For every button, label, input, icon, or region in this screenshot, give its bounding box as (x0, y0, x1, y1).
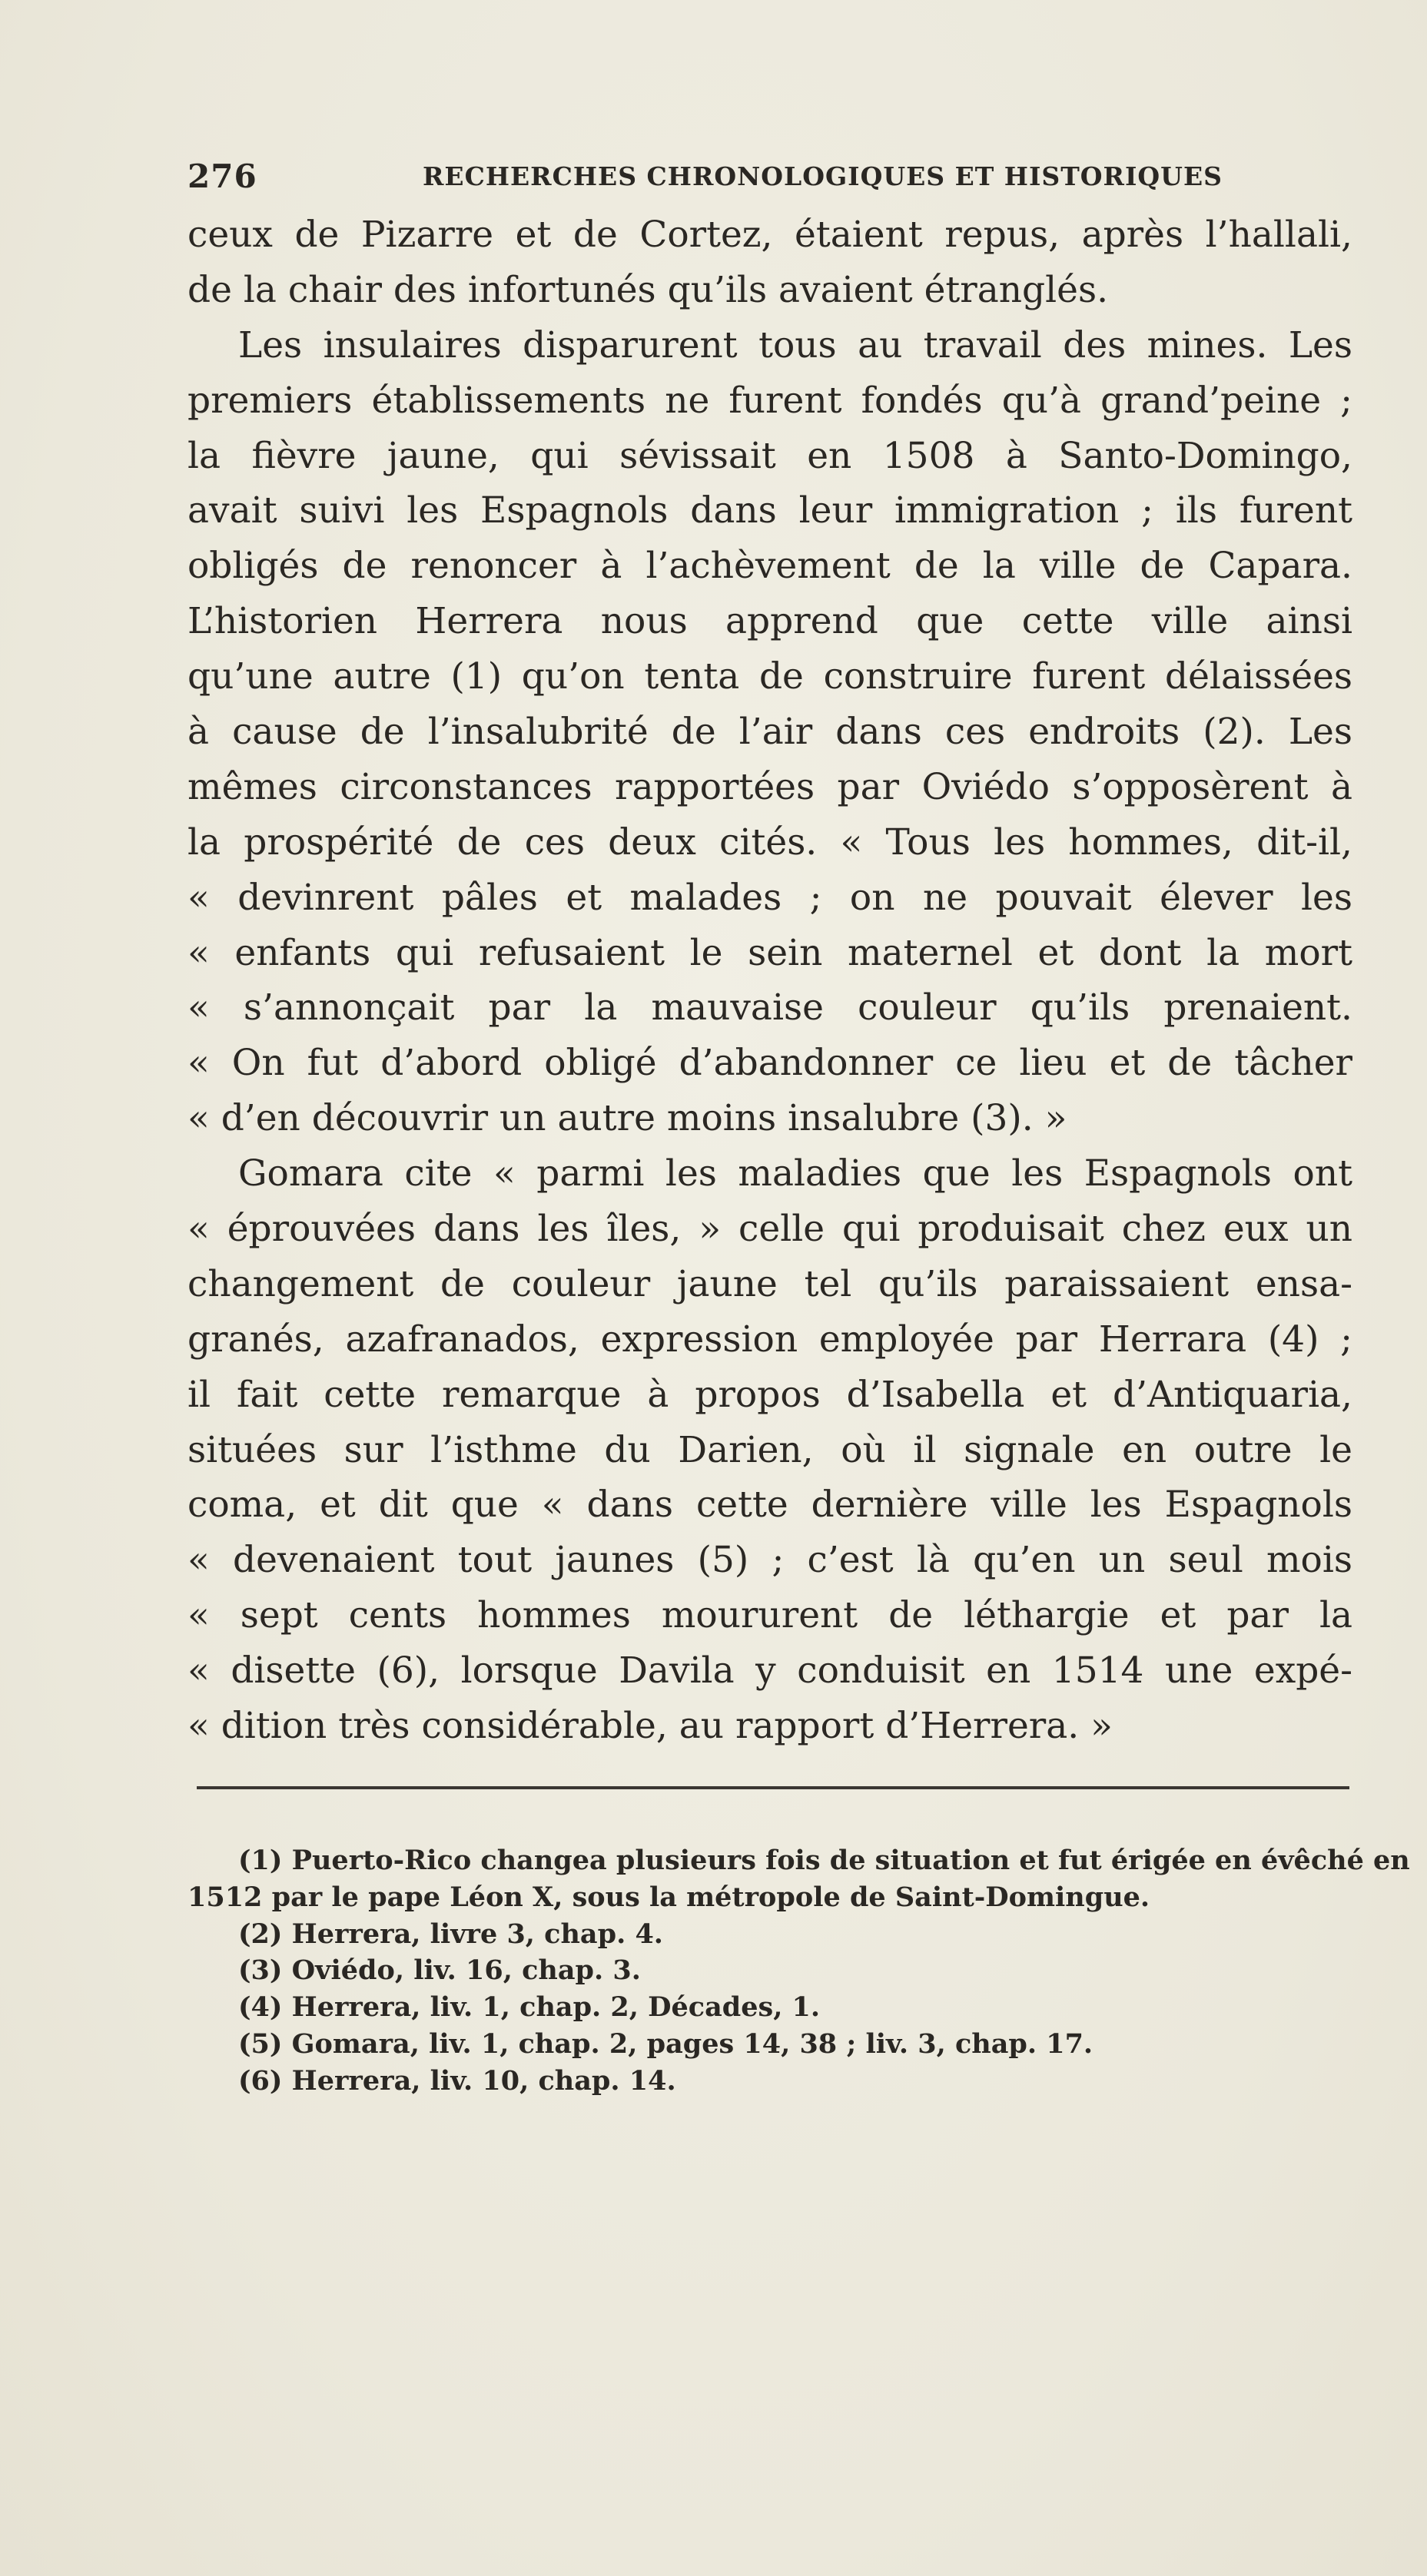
text-line: « dition très considérable, au rapport d’Herrera. » (188, 1705, 1113, 1748)
footnote-line: (1) Puerto-Rico changea plusieurs fois de situation et fut érigée en évêché en (238, 1845, 1410, 1876)
text-line: « s’annonçait par la mauvaise couleur qu’ils prenaient. (188, 986, 1352, 1029)
text-line: granés, azafranados, expression employée par Herrara (4) ; (188, 1318, 1352, 1361)
text-line: premiers établissements ne furent fondés qu’à grand’peine ; (188, 379, 1352, 422)
text-line: « d’en découvrir un autre moins insalubre (3). » (188, 1097, 1067, 1140)
text-line: L’historien Herrera nous apprend que cette ville ainsi (188, 600, 1352, 643)
running-title: RECHERCHES CHRONOLOGIQUES ET HISTORIQUES (423, 161, 1223, 191)
text-line: « devinrent pâles et malades ; on ne pouvait élever les (188, 876, 1352, 919)
text-line: situées sur l’isthme du Darien, où il signale en outre le (188, 1428, 1352, 1471)
text-line: « disette (6), lorsque Davila y conduisit en 1514 une expé- (188, 1649, 1352, 1692)
footnote-line: (3) Oviédo, liv. 16, chap. 3. (238, 1954, 641, 1987)
footnote-line: (5) Gomara, liv. 1, chap. 2, pages 14, 38 ; liv. 3, chap. 17. (238, 2027, 1093, 2060)
text-line: à cause de l’insalubrité de l’air dans ces endroits (2). Les (188, 711, 1352, 754)
text-line: ceux de Pizarre et de Cortez, étaient repus, après l’hallali, (188, 214, 1352, 256)
footnotes (188, 1842, 1410, 2100)
footnote-divider (197, 1786, 1349, 1789)
text-line: « sept cents hommes moururent de léthargie et par la (188, 1594, 1352, 1637)
page-number: 276 (188, 157, 257, 195)
footnote-line: (6) Herrera, liv. 10, chap. 14. (238, 2064, 676, 2097)
text-line: la fièvre jaune, qui sévissait en 1508 à Santo-Domingo, (188, 434, 1352, 477)
text-line: de la chair des infortunés qu’ils avaient étranglés. (188, 268, 1109, 311)
text-line: coma, et dit que « dans cette dernière ville les Espagnols (188, 1484, 1352, 1527)
text-line: changement de couleur jaune tel qu’ils paraissaient ensa- (188, 1262, 1352, 1305)
page-header (188, 154, 1240, 200)
text-line: « devenaient tout jaunes (5) ; c’est là qu’en un seul mois (188, 1539, 1352, 1582)
text-line: « éprouvées dans les îles, » celle qui produisait chez eux un (188, 1208, 1352, 1251)
text-line: la prospérité de ces deux cités. « Tous les hommes, dit-il, (188, 821, 1352, 864)
text-line: avait suivi les Espagnols dans leur immigration ; ils furent (188, 489, 1352, 532)
footnote-line: (4) Herrera, liv. 1, chap. 2, Décades, 1. (238, 1991, 821, 2024)
footnote-line: 1512 par le pape Léon X, sous la métropole de Saint-Domingue. (188, 1881, 1150, 1913)
text-line: il fait cette remarque à propos d’Isabella et d’Antiquaria, (188, 1373, 1352, 1416)
text-line: « enfants qui refusaient le sein maternel et dont la mort (188, 931, 1352, 974)
text-line: obligés de renoncer à l’achèvement de la ville de Capara. (188, 545, 1352, 588)
text-line: qu’une autre (1) qu’on tenta de construire furent délaissées (188, 655, 1352, 698)
text-line: « On fut d’abord obligé d’abandonner ce lieu et de tâcher (188, 1042, 1352, 1085)
text-line: mêmes circonstances rapportées par Oviédo s’opposèrent à (188, 765, 1352, 808)
footnote-line: (2) Herrera, livre 3, chap. 4. (238, 1918, 663, 1950)
text-line: Gomara cite « parmi les maladies que les Espagnols ont (238, 1152, 1352, 1195)
body-text (188, 207, 1352, 1754)
text-line: Les insulaires disparurent tous au travail des mines. Les (238, 323, 1352, 366)
